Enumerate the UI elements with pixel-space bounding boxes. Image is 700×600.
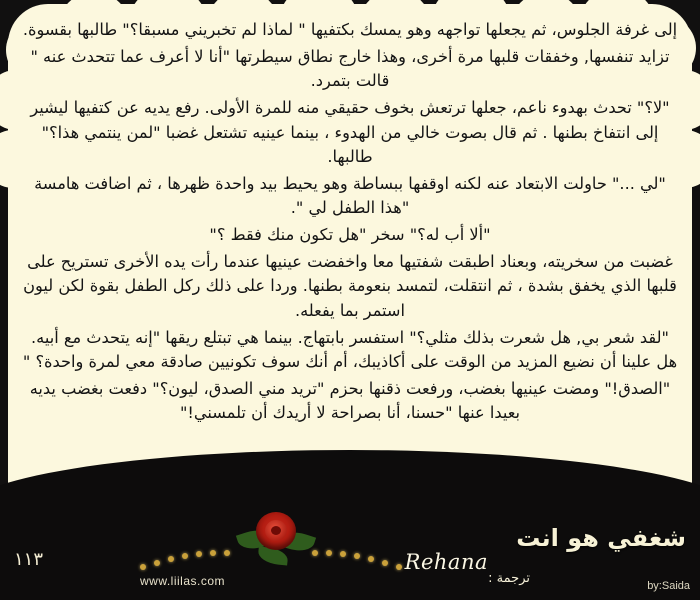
paragraph: إلى غرفة الجلوس، ثم يجعلها تواجهه وهو يمسك بكتفيها " لماذا لم تخبريني مسبقا؟" طالبها بقسوة. [22, 20, 678, 39]
bead-icon [326, 550, 332, 556]
bead-icon [312, 550, 318, 556]
bead-icon [396, 564, 402, 570]
bead-strand-right [312, 540, 422, 576]
bead-icon [168, 556, 174, 562]
paragraph: "ألا أب له؟" سخر "هل تكون منك فقط ؟" [209, 225, 491, 244]
paragraph: "لي ..." حاولت الابتعاد عنه لكنه اوقفها ببساطة وهو يحيط بيد واحدة ظهرها ، ثم اضافت هامسة "هذا الطفل لي ". [34, 173, 666, 218]
paragraph: "لقد شعر بي, هل شعرت بذلك مثلي؟" استفسر بابتهاج. بينما هي تبتلع ريقها "إنه يتحدث مع أبيه. هل علينا أن نضيع المزيد من الوقت على أكاذيبك، أم أنك سوف تكونيين صادقة معي لمرة واحدة؟ " [22, 327, 678, 372]
credit-label: by:Saida [647, 580, 690, 592]
story-title: شغفي هو انت [516, 524, 686, 552]
story-text [22, 18, 678, 488]
translator-signature: Rehana [404, 550, 488, 574]
bead-icon [340, 551, 346, 557]
bead-icon [368, 556, 374, 562]
bead-icon [382, 560, 388, 566]
paragraph: غضبت من سخريته، وبعناد اطبقت شفتيها معا واخفضت عينيها عندما رأت يده الأخرى تستريح على قلبها الذي يخفق بشدة ، ثم انتقلت، لتمسد بنعومة بطنها. وردا على ذلك ركل الطفل بقوة لكن ليون استمر بما يفعله. [23, 251, 677, 320]
bead-icon [210, 550, 216, 556]
rose-icon [256, 512, 296, 550]
rose-ornament [236, 504, 316, 570]
bead-icon [140, 564, 146, 570]
bead-icon [196, 551, 202, 557]
bead-icon [182, 553, 188, 559]
bead-icon [154, 560, 160, 566]
paragraph: تزايد تنفسها, وخفقات قلبها مرة أخرى، وهذا خارج نطاق سيطرتها "أنا لا أعرف عما تتحدث عنه " قالت بتمرد. [30, 46, 670, 91]
paragraph: "لا؟" تحدث بهدوء ناعم، جعلها ترتعش بخوف حقيقي منه للمرة الأولى. رفع يديه عن كتفيها ليشير إلى انتفاخ بطنها . ثم قال بصوت خالي من الهدوء ، بينما عينيه تشتعل غضبا "لمن ينتمي هذا؟" طالبها. [30, 97, 670, 167]
paragraph: "الصدق!" ومضت عينيها بغضب، ورفعت ذقنها بحزم "تريد مني الصدق، ليون؟" دفعت بغضب يديه بعيدا عنها "حسنا، أنا بصراحة لا أريدك أن تلمسني!" [29, 378, 671, 423]
bead-icon [224, 550, 230, 556]
bead-strand-left [140, 540, 240, 576]
site-watermark: www.liilas.com [140, 574, 226, 588]
page-number: ١١٣ [14, 549, 44, 570]
translator-label: ترجمة : [488, 571, 530, 586]
bead-icon [354, 553, 360, 559]
